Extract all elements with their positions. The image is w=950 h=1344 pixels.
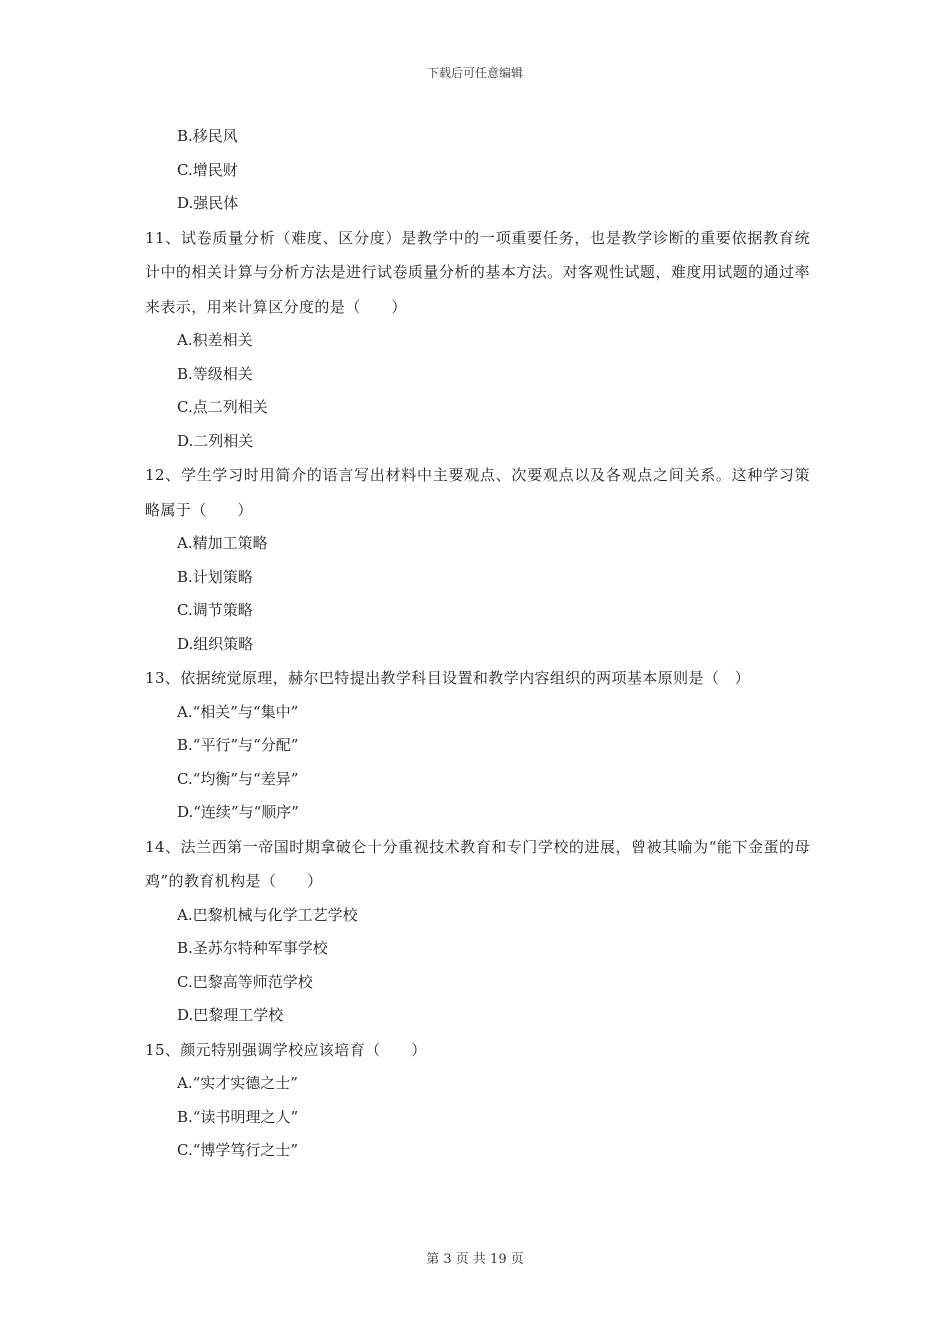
answer-option: A.精加工策略 (177, 534, 268, 552)
page-header: 下载后可任意编辑 (426, 66, 523, 80)
answer-option: D.强民体 (177, 194, 239, 212)
answer-option: A.“实才实德之士” (177, 1074, 298, 1092)
question-14: 14、法兰西第一帝国时期拿破仑十分重视技术教育和专门学校的进展，曾被其喻为“能下金蛋的母鸡”的教育机构是（ ） (145, 837, 810, 890)
answer-option: C.点二列相关 (177, 398, 268, 416)
answer-option: A.巴黎机械与化学工艺学校 (177, 905, 358, 924)
answer-option: B.等级相关 (177, 364, 253, 383)
answer-option: C.“均衡”与“差异” (177, 769, 299, 788)
question-12: 12、学生学习时用简介的语言写出材料中主要观点、次要观点以及各观点之间关系。这种学习策略属于（ ） (145, 466, 810, 519)
answer-option: C.巴黎高等师范学校 (177, 972, 313, 991)
answer-option: C.调节策略 (177, 601, 253, 619)
document-body (145, 120, 810, 1168)
answer-option: C.“博学笃行之士” (177, 1141, 299, 1159)
answer-option: B.“读书明理之人” (177, 1107, 299, 1126)
answer-option: B.“平行”与“分配” (177, 736, 299, 754)
answer-option: D.二列相关 (177, 431, 254, 450)
question-15: 15、颜元特别强调学校应该培育（ ） (145, 1040, 427, 1059)
answer-option: D.组织策略 (177, 634, 254, 653)
answer-option: C.增民财 (177, 160, 238, 179)
answer-option: B.移民风 (177, 127, 238, 145)
answer-option: B.圣苏尔特种军事学校 (177, 939, 328, 957)
answer-option: A.积差相关 (177, 331, 253, 349)
answer-option: D.巴黎理工学校 (177, 1006, 284, 1024)
answer-option: D.“连续”与“顺序” (177, 803, 299, 821)
question-13: 13、依据统觉原理，赫尔巴特提出教学科目设置和教学内容组织的两项基本原则是（ ） (145, 669, 751, 687)
page-footer: 第 3 页 共 19 页 (426, 1252, 524, 1267)
answer-option: B.计划策略 (177, 567, 253, 586)
question-11: 11、试卷质量分析（难度、区分度）是教学中的一项重要任务，也是教学诊断的重要依据教育统计中的相关计算与分析方法是进行试卷质量分析的基本方法。对客观性试题，难度用试题的通过率来表示，用来计算区分度的是（ ） (145, 228, 810, 316)
answer-option: A.“相关”与“集中” (177, 702, 299, 721)
